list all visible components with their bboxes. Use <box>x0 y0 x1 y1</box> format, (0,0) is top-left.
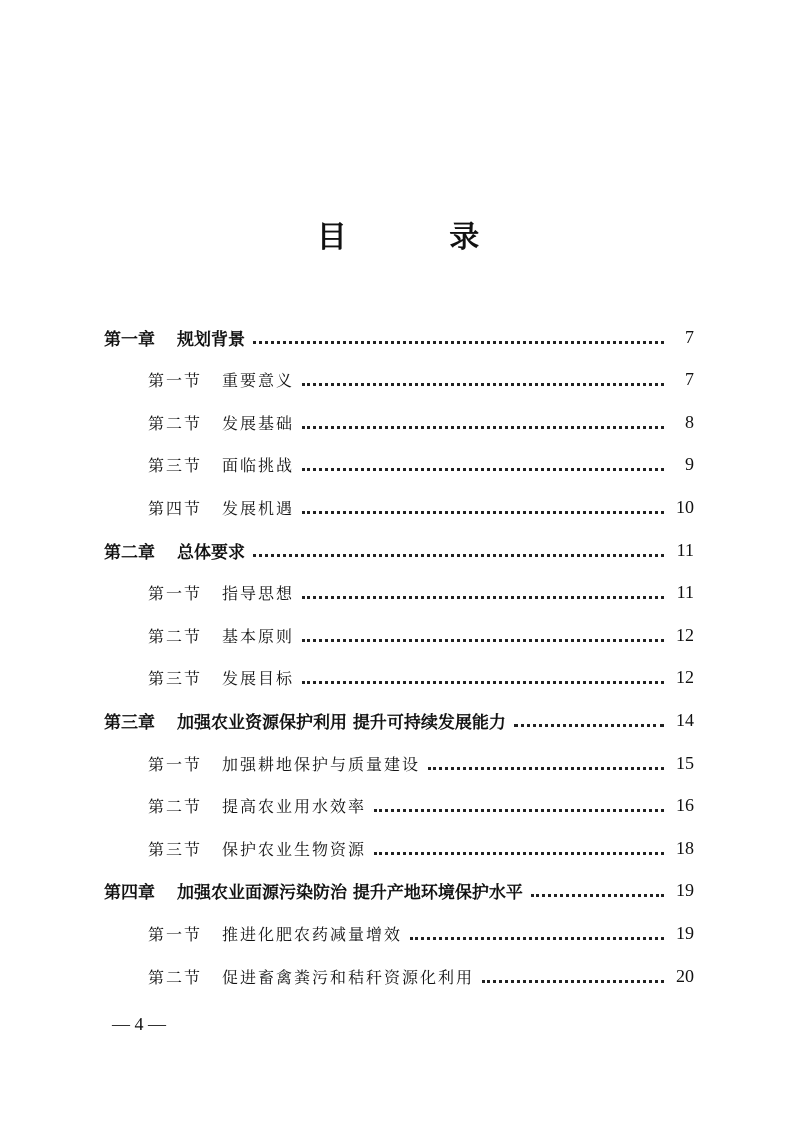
section-title: 促进畜禽粪污和秸秆资源化利用 <box>222 967 475 987</box>
section-number: 第三节 <box>148 839 203 859</box>
section-title: 基本原则 <box>222 626 295 646</box>
dot-leader <box>302 681 664 684</box>
dot-leader <box>302 468 664 471</box>
toc-section-entry <box>148 572 694 614</box>
toc-chapter-entry <box>104 316 694 358</box>
section-number: 第一节 <box>148 924 203 944</box>
section-title: 提高农业用水效率 <box>222 797 367 817</box>
section-number: 第二节 <box>148 967 203 987</box>
chapter-number: 第四章 <box>104 883 155 904</box>
section-number: 第一节 <box>148 754 203 774</box>
page-number: 7 <box>685 369 694 390</box>
toc-section-entry <box>148 401 694 443</box>
page-number: 12 <box>676 624 694 645</box>
page-number: 8 <box>685 411 694 432</box>
page-title: 目 录 <box>316 220 526 255</box>
section-title: 保护农业生物资源 <box>222 839 367 859</box>
toc-section-entry <box>148 359 694 401</box>
section-title: 重要意义 <box>222 371 295 391</box>
section-number: 第四节 <box>148 498 203 518</box>
section-number: 第三节 <box>148 456 203 476</box>
chapter-title: 加强农业面源污染防治 提升产地环境保护水平 <box>177 883 523 904</box>
dot-leader <box>253 341 664 344</box>
section-title: 发展机遇 <box>222 498 295 518</box>
dot-leader <box>302 426 664 429</box>
chapter-number: 第三章 <box>104 712 155 733</box>
section-number: 第一节 <box>148 584 203 604</box>
dot-leader <box>302 596 664 599</box>
chapter-title: 总体要求 <box>177 542 245 563</box>
section-number: 第二节 <box>148 626 203 646</box>
toc-section-entry <box>148 444 694 486</box>
dot-leader <box>302 511 664 514</box>
toc-section-entry <box>148 912 694 954</box>
chapter-number: 第二章 <box>104 542 155 563</box>
section-title: 发展目标 <box>222 669 295 689</box>
dot-leader <box>253 554 664 557</box>
page-number: 16 <box>676 795 694 816</box>
dot-leader <box>374 809 664 812</box>
toc-section-entry <box>148 827 694 869</box>
chapter-title: 规划背景 <box>177 329 245 350</box>
toc-section-entry <box>148 614 694 656</box>
page-number: 19 <box>676 880 694 901</box>
dot-leader <box>482 980 664 983</box>
section-number: 第三节 <box>148 669 203 689</box>
page-number: 20 <box>676 965 694 986</box>
page-number: 11 <box>676 582 694 603</box>
section-title: 发展基础 <box>222 413 295 433</box>
page-footer: — 4 — <box>112 1014 166 1034</box>
toc-section-entry <box>148 955 694 997</box>
chapter-title: 加强农业资源保护利用 提升可持续发展能力 <box>177 712 506 733</box>
section-title: 加强耕地保护与质量建设 <box>222 754 421 774</box>
section-title: 指导思想 <box>222 584 295 604</box>
dot-leader <box>374 852 664 855</box>
toc-chapter-entry <box>104 699 694 741</box>
toc-section-entry <box>148 742 694 784</box>
section-number: 第二节 <box>148 797 203 817</box>
toc-section-entry <box>148 785 694 827</box>
page-number: 14 <box>676 709 694 730</box>
dot-leader <box>302 639 664 642</box>
dot-leader <box>514 724 664 727</box>
dot-leader <box>531 894 664 897</box>
dot-leader <box>428 767 664 770</box>
toc-section-entry <box>148 657 694 699</box>
page-number: 18 <box>676 837 694 858</box>
section-title: 面临挑战 <box>222 456 295 476</box>
section-number: 第一节 <box>148 371 203 391</box>
page-number: 12 <box>676 667 694 688</box>
toc-chapter-entry <box>104 529 694 571</box>
page-number: 10 <box>676 496 694 517</box>
toc-chapter-entry <box>104 870 694 912</box>
dot-leader <box>302 383 664 386</box>
page-number: 19 <box>676 922 694 943</box>
dot-leader <box>410 937 664 940</box>
chapter-number: 第一章 <box>104 329 155 350</box>
page-number: 11 <box>676 539 694 560</box>
section-title: 推进化肥农药减量增效 <box>222 924 403 944</box>
page-number: 9 <box>685 454 694 475</box>
section-number: 第二节 <box>148 413 203 433</box>
page-number: 15 <box>676 752 694 773</box>
toc-section-entry <box>148 486 694 528</box>
page-number: 7 <box>685 326 694 347</box>
